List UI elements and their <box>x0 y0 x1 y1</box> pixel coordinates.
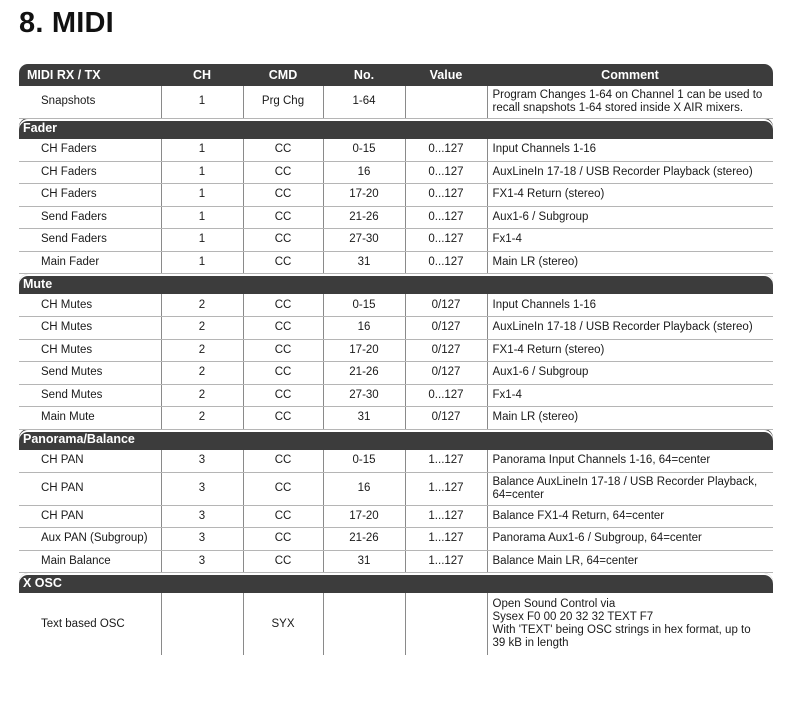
cell-number: 16 <box>323 317 405 340</box>
cell-parameter: Send Faders <box>19 206 161 229</box>
cell-comment <box>487 206 773 229</box>
cell-channel: 2 <box>161 294 243 317</box>
cell-value: 0/127 <box>405 317 487 340</box>
cell-value: 0/127 <box>405 407 487 430</box>
comment-line: Balance AuxLineIn 17-18 / USB Recorder Playback, <box>492 475 758 488</box>
cell-command: CC <box>243 206 323 229</box>
comment-line: Main LR (stereo) <box>492 255 579 268</box>
table-row <box>19 384 773 407</box>
cell-channel: 3 <box>161 505 243 528</box>
cell-channel: 1 <box>161 139 243 162</box>
cell-command: CC <box>243 251 323 274</box>
table-row <box>19 528 773 551</box>
cell-parameter: CH PAN <box>19 505 161 528</box>
comment-line: Aux1-6 / Subgroup <box>492 366 589 379</box>
cell-value: 0...127 <box>405 184 487 207</box>
cell-number: 0-15 <box>323 294 405 317</box>
cell-parameter: Text based OSC <box>41 617 125 630</box>
cell-command: CC <box>243 161 323 184</box>
cell-number: 17-20 <box>323 184 405 207</box>
column-header-cmd: CMD <box>243 64 323 86</box>
cell-command: CC <box>243 362 323 385</box>
cell-command: Prg Chg <box>243 86 323 118</box>
cell-number: 31 <box>323 407 405 430</box>
table-row <box>19 339 773 362</box>
cell-channel: 3 <box>161 528 243 551</box>
comment-line: AuxLineIn 17-18 / USB Recorder Playback (stereo) <box>492 321 753 334</box>
table-row <box>19 206 773 229</box>
section-title: Panorama/Balance <box>19 429 773 450</box>
cell-number <box>323 593 405 655</box>
cell-value <box>405 86 487 118</box>
cell-number: 27-30 <box>323 384 405 407</box>
cell-comment <box>487 450 773 473</box>
cell-channel: 1 <box>161 161 243 184</box>
cell-number: 31 <box>323 251 405 274</box>
comment-line: AuxLineIn 17-18 / USB Recorder Playback (stereo) <box>492 165 753 178</box>
section-header-row <box>19 429 773 450</box>
comment-line: With 'TEXT' being OSC strings in hex format, up to <box>492 624 751 636</box>
cell-value: 1...127 <box>405 505 487 528</box>
cell-value: 0/127 <box>405 294 487 317</box>
section-header-row <box>19 573 773 594</box>
cell-number: 31 <box>323 550 405 573</box>
cell-parameter: Main Mute <box>19 407 161 430</box>
cell-command: SYX <box>243 593 323 655</box>
cell-value: 0...127 <box>405 384 487 407</box>
cell-comment <box>487 550 773 573</box>
cell-parameter: Main Balance <box>19 550 161 573</box>
cell-command: CC <box>243 339 323 362</box>
cell-channel: 2 <box>161 384 243 407</box>
table-body <box>19 86 773 655</box>
cell-value: 1...127 <box>405 450 487 473</box>
cell-command: CC <box>243 450 323 473</box>
cell-comment <box>487 161 773 184</box>
cell-command: CC <box>243 505 323 528</box>
cell-value: 1...127 <box>405 528 487 551</box>
cell-comment <box>487 362 773 385</box>
comment-line: Open Sound Control via <box>492 598 616 610</box>
cell-parameter: CH PAN <box>19 450 161 473</box>
cell-parameter: Send Mutes <box>19 384 161 407</box>
midi-implementation-table <box>19 64 773 655</box>
comment-line: Sysex F0 00 20 32 32 TEXT F7 <box>492 611 654 623</box>
comment-line: Aux1-6 / Subgroup <box>492 210 589 223</box>
table-row <box>19 593 773 655</box>
cell-channel <box>161 593 243 655</box>
cell-value: 0...127 <box>405 139 487 162</box>
cell-number: 0-15 <box>323 450 405 473</box>
cell-command: CC <box>243 317 323 340</box>
cell-parameter: Main Fader <box>19 251 161 274</box>
cell-comment <box>487 384 773 407</box>
cell-channel: 1 <box>161 251 243 274</box>
cell-number: 21-26 <box>323 528 405 551</box>
table-row <box>19 86 773 118</box>
table-row <box>19 229 773 252</box>
cell-value: 0...127 <box>405 229 487 252</box>
cell-comment <box>487 294 773 317</box>
cell-comment <box>487 407 773 430</box>
cell-value: 0...127 <box>405 161 487 184</box>
table-row <box>19 362 773 385</box>
cell-channel: 2 <box>161 339 243 362</box>
cell-channel: 3 <box>161 472 243 505</box>
cell-value: 0/127 <box>405 362 487 385</box>
table-row <box>19 505 773 528</box>
comment-line: recall snapshots 1-64 stored inside X AIR mixers. <box>492 101 744 114</box>
cell-channel: 1 <box>161 184 243 207</box>
cell-number: 21-26 <box>323 206 405 229</box>
cell-channel: 3 <box>161 450 243 473</box>
cell-parameter: Send Mutes <box>19 362 161 385</box>
cell-channel: 1 <box>161 229 243 252</box>
cell-number: 17-20 <box>323 505 405 528</box>
cell-channel: 2 <box>161 317 243 340</box>
column-header-no: No. <box>323 64 405 86</box>
comment-line: Panorama Input Channels 1-16, 64=center <box>492 454 711 466</box>
cell-number: 27-30 <box>323 229 405 252</box>
comment-line: 64=center <box>492 488 544 501</box>
table-row <box>19 251 773 274</box>
cell-command: CC <box>243 407 323 430</box>
section-title: Mute <box>19 274 773 295</box>
table-row <box>19 161 773 184</box>
cell-command: CC <box>243 384 323 407</box>
comment-line: Fx1-4 <box>492 388 522 401</box>
cell-command: CC <box>243 139 323 162</box>
cell-parameter: Aux PAN (Subgroup) <box>19 528 161 551</box>
cell-comment <box>487 184 773 207</box>
cell-value <box>405 593 487 655</box>
cell-channel: 1 <box>161 86 243 118</box>
comment-line: FX1-4 Return (stereo) <box>492 188 605 201</box>
cell-value: 1...127 <box>405 550 487 573</box>
cell-parameter: CH Faders <box>19 161 161 184</box>
cell-comment <box>487 505 773 528</box>
comment-line: Program Changes 1-64 on Channel 1 can be used to <box>492 88 763 101</box>
comment-line: Balance FX1-4 Return, 64=center <box>492 509 665 522</box>
cell-comment <box>487 251 773 274</box>
section-title: X OSC <box>19 573 773 594</box>
cell-parameter: CH Mutes <box>19 294 161 317</box>
cell-value: 0...127 <box>405 206 487 229</box>
cell-number: 16 <box>323 161 405 184</box>
cell-command: CC <box>243 184 323 207</box>
cell-number: 17-20 <box>323 339 405 362</box>
table-row <box>19 472 773 505</box>
cell-channel: 1 <box>161 206 243 229</box>
section-header-row <box>19 118 773 139</box>
comment-line: Balance Main LR, 64=center <box>492 554 638 567</box>
cell-comment <box>487 139 773 162</box>
section-header-row <box>19 274 773 295</box>
cell-comment <box>487 472 773 505</box>
table-row <box>19 294 773 317</box>
section-title: Fader <box>19 118 773 139</box>
cell-number: 21-26 <box>323 362 405 385</box>
cell-command: CC <box>243 528 323 551</box>
cell-command: CC <box>243 229 323 252</box>
cell-number: 16 <box>323 472 405 505</box>
cell-parameter: CH Mutes <box>19 317 161 340</box>
cell-number: 0-15 <box>323 139 405 162</box>
column-header-value: Value <box>405 64 487 86</box>
cell-comment <box>487 317 773 340</box>
cell-command: CC <box>243 550 323 573</box>
cell-parameter: Send Faders <box>19 229 161 252</box>
comment-line: Fx1-4 <box>492 233 522 246</box>
cell-comment <box>487 339 773 362</box>
table-row <box>19 317 773 340</box>
cell-channel: 2 <box>161 362 243 385</box>
cell-number: 1-64 <box>323 86 405 118</box>
cell-comment <box>487 229 773 252</box>
comment-line: Input Channels 1-16 <box>492 298 597 311</box>
cell-channel: 2 <box>161 407 243 430</box>
cell-command: CC <box>243 472 323 505</box>
cell-channel: 3 <box>161 550 243 573</box>
column-header-ch: CH <box>161 64 243 86</box>
cell-parameter: Snapshots <box>19 86 161 118</box>
comment-line: Panorama Aux1-6 / Subgroup, 64=center <box>492 532 702 545</box>
table-header-row <box>19 64 773 86</box>
table-row <box>19 550 773 573</box>
comment-line: Input Channels 1-16 <box>492 143 597 155</box>
table-row <box>19 407 773 430</box>
cell-parameter: CH Mutes <box>19 339 161 362</box>
column-header-comment: Comment <box>487 64 773 86</box>
comment-line: FX1-4 Return (stereo) <box>492 343 605 356</box>
cell-command: CC <box>243 294 323 317</box>
cell-comment <box>487 528 773 551</box>
cell-comment <box>487 86 773 118</box>
comment-line: Main LR (stereo) <box>492 411 579 424</box>
table-row <box>19 139 773 162</box>
cell-comment <box>487 593 773 655</box>
table-row <box>19 184 773 207</box>
page-title: 8. MIDI <box>19 7 114 39</box>
cell-value: 0/127 <box>405 339 487 362</box>
cell-parameter: CH PAN <box>19 472 161 505</box>
comment-line: 39 kB in length <box>492 637 569 649</box>
column-header-midi-rx-tx: MIDI RX / TX <box>19 64 161 86</box>
cell-value: 0...127 <box>405 251 487 274</box>
cell-parameter: CH Faders <box>19 139 161 162</box>
table-row <box>19 450 773 473</box>
cell-parameter: CH Faders <box>19 184 161 207</box>
cell-value: 1...127 <box>405 472 487 505</box>
